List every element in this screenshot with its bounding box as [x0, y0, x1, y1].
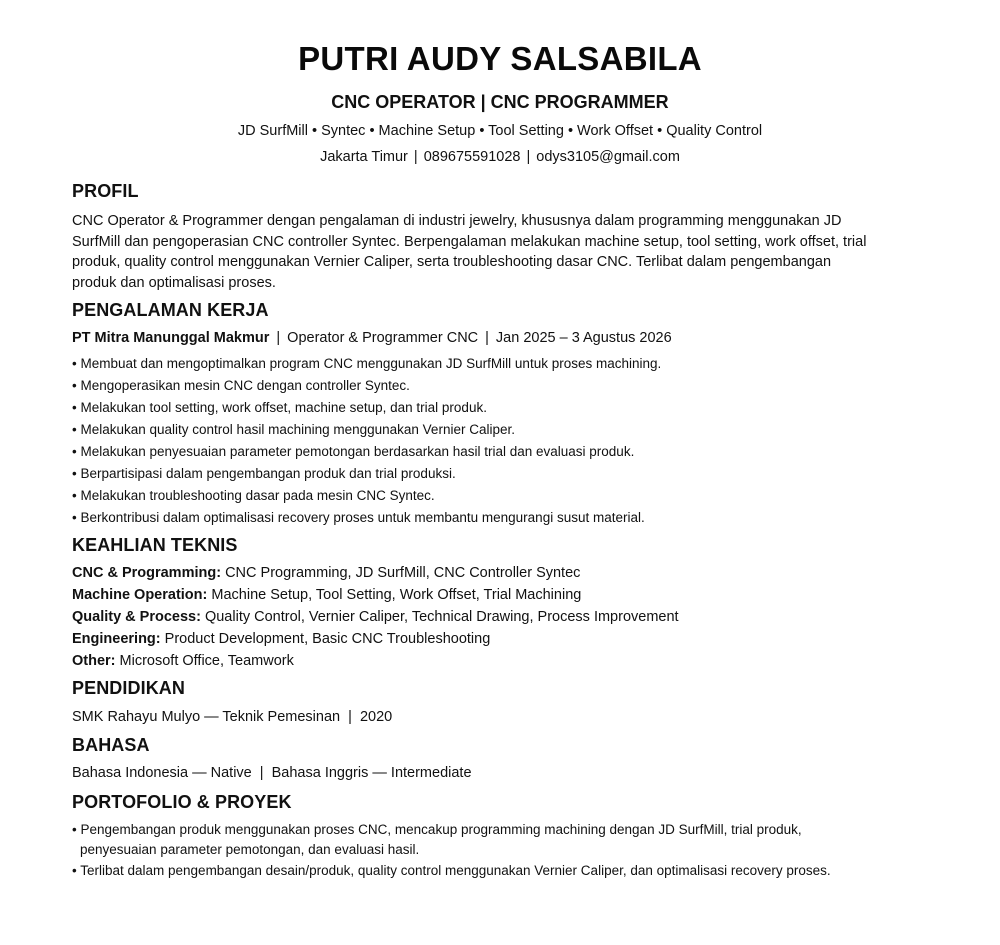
portfolio-line: penyesuaian parameter pemotongan, dan evaluasi hasil.: [80, 842, 420, 857]
education-entry: SMK Rahayu Mulyo — Teknik Pemesinan | 2020: [72, 709, 393, 725]
job-header: [72, 330, 672, 346]
job-company: PT Mitra Manunggal Makmur: [72, 330, 270, 346]
skill-value: Product Development, Basic CNC Troubleshooting: [160, 631, 491, 647]
contact-separator: |: [526, 149, 531, 165]
skill-item: [72, 653, 294, 669]
job-bullet: • Mengoperasikan mesin CNC dengan controller Syntec.: [72, 378, 410, 393]
job-separator: |: [276, 330, 281, 346]
skill-value: CNC Programming, JD SurfMill, CNC Controller Syntec: [221, 565, 581, 581]
section-heading-profil: PROFIL: [72, 181, 139, 201]
skill-value: Machine Setup, Tool Setting, Work Offset, Trial Machining: [207, 587, 582, 603]
candidate-name: PUTRI AUDY SALSABILA: [298, 40, 702, 77]
section-heading-keahlian: KEAHLIAN TEKNIS: [72, 535, 238, 555]
job-bullet: • Membuat dan mengoptimalkan program CNC menggunakan JD SurfMill untuk proses machining.: [72, 356, 662, 371]
contact-separator: |: [413, 149, 418, 165]
skill-item: [72, 631, 490, 647]
job-separator: |: [485, 330, 489, 346]
skills-summary-line: JD SurfMill • Syntec • Machine Setup • Tool Setting • Work Offset • Quality Control: [237, 123, 763, 139]
section-heading-pendidikan: PENDIDIKAN: [72, 678, 186, 698]
skill-label: Engineering:: [72, 631, 161, 647]
portfolio-line: • Pengembangan produk menggunakan proses CNC, mencakup programming machining dengan JD SurfMill, trial produk,: [72, 822, 802, 837]
profil-line: CNC Operator & Programmer dengan pengalaman di industri jewelry, khususnya dalam programming menggunakan JD: [72, 213, 842, 229]
skill-label: CNC & Programming:: [72, 565, 222, 581]
job-bullet: • Melakukan tool setting, work offset, machine setup, dan trial produk.: [72, 400, 487, 415]
contact-phone: 089675591028: [423, 149, 521, 165]
profil-line: produk, quality control menggunakan Vernier Caliper, serta troubleshooting dasar CNC. Terlibat dalam pengembangan: [72, 254, 832, 270]
section-heading-pengalaman: PENGALAMAN KERJA: [72, 300, 269, 320]
contact-line: [0, 149, 1000, 165]
job-position: Operator & Programmer CNC: [287, 330, 479, 346]
skill-label: Other:: [72, 653, 116, 669]
section-heading-portofolio: PORTOFOLIO & PROYEK: [72, 792, 292, 812]
job-bullet: • Melakukan quality control hasil machining menggunakan Vernier Caliper.: [72, 422, 515, 437]
skill-value: Microsoft Office, Teamwork: [115, 653, 294, 669]
section-heading-bahasa: BAHASA: [72, 735, 150, 755]
profil-line: SurfMill dan pengoperasian CNC controller Syntec. Berpengalaman melakukan machine setup, tool setting, work offset, trial: [72, 233, 867, 250]
job-bullet: • Berpartisipasi dalam pengembangan produk dan trial produksi.: [72, 466, 456, 481]
profil-text: [72, 211, 932, 293]
skill-item: [72, 587, 581, 603]
skill-value: Quality Control, Vernier Caliper, Technical Drawing, Process Improvement: [200, 609, 679, 625]
job-bullet: • Melakukan troubleshooting dasar pada mesin CNC Syntec.: [72, 488, 435, 503]
skill-item: [72, 609, 679, 625]
job-bullet: • Berkontribusi dalam optimalisasi recovery proses untuk membantu mengurangi susut material.: [72, 510, 645, 525]
portfolio-line: • Terlibat dalam pengembangan desain/produk, quality control menggunakan Vernier Caliper, dan optimalisasi recovery proses.: [72, 863, 831, 878]
profil-line: produk dan optimalisasi proses.: [72, 274, 276, 291]
job-bullet: • Melakukan penyesuaian parameter pemotongan berdasarkan hasil trial dan evaluasi produk.: [72, 444, 635, 459]
language-entry: Bahasa Indonesia — Native | Bahasa Inggris — Intermediate: [72, 765, 472, 781]
contact-location: Jakarta Timur: [320, 149, 408, 165]
skill-label: Machine Operation:: [72, 587, 208, 603]
skill-item: [72, 565, 580, 581]
skill-label: Quality & Process:: [72, 609, 201, 625]
candidate-role: CNC OPERATOR | CNC PROGRAMMER: [331, 92, 669, 112]
contact-email: odys3105@gmail.com: [536, 149, 680, 165]
job-period: Jan 2025 – 3 Agustus 2026: [495, 330, 672, 346]
